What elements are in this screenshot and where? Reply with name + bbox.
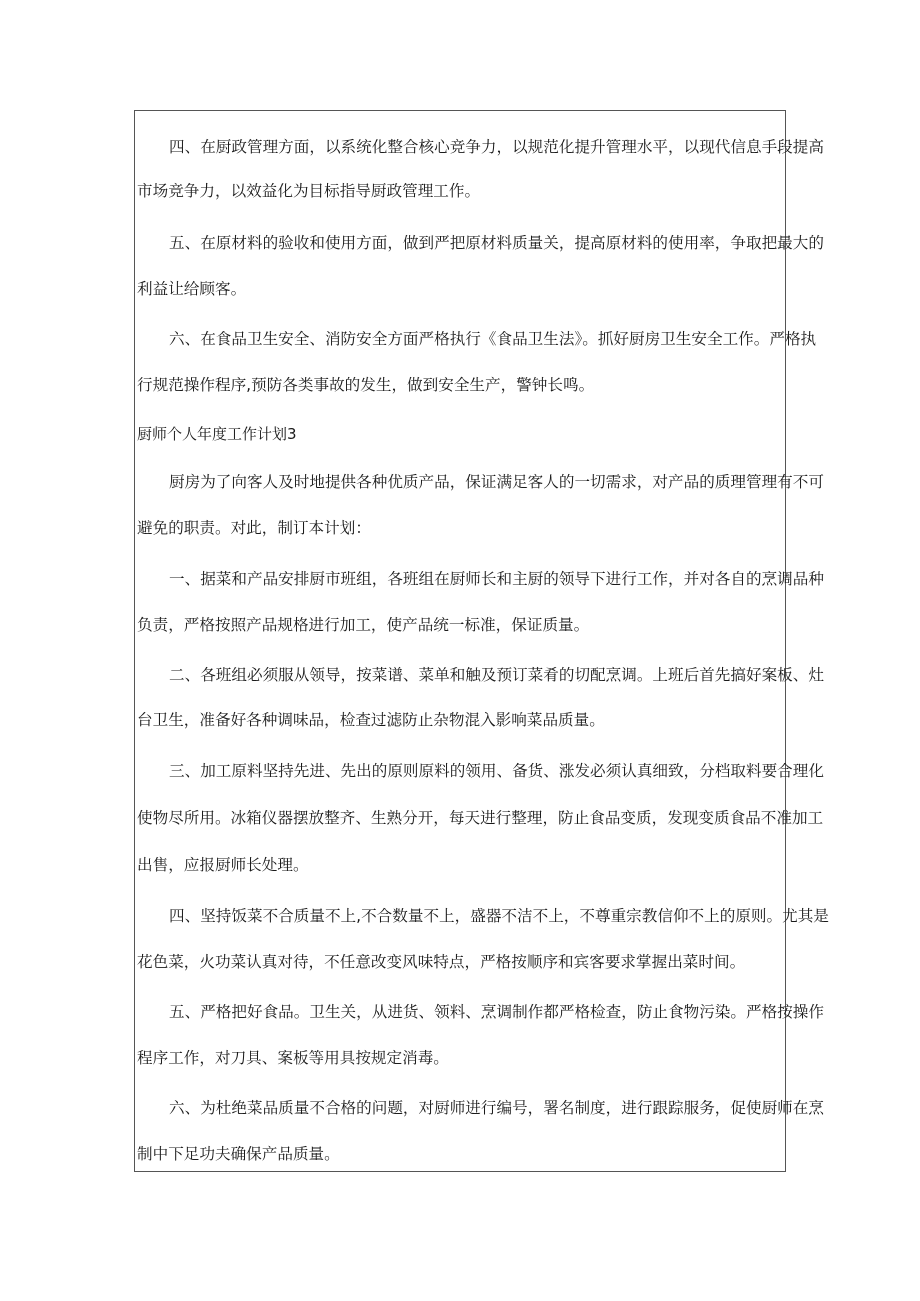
paragraph-line: 四、坚持饭菜不合质量不上,不合数量不上，盛器不洁不上，不尊重宗教信仰不上的原则。尤其是 [169,907,829,925]
paragraph-line: 市场竞争力，以效益化为目标指导厨政管理工作。 [137,182,481,200]
paragraph-line: 一、据菜和产品安排厨市班组，各班组在厨师长和主厨的领导下进行工作，并对各自的烹调品种 [169,570,824,588]
paragraph-line: 负责，严格按照产品规格进行加工，使产品统一标准，保证质量。 [137,616,590,634]
paragraph-line: 花色菜，火功菜认真对待，不任意改变风味特点，严格按顺序和宾客要求掌握出菜时间。 [137,953,746,971]
paragraph-line: 台卫生，准备好各种调味品，检查过滤防止杂物混入影响菜品质量。 [137,711,605,729]
paragraph-line: 五、在原材料的验收和使用方面，做到严把原材料质量关，提高原材料的使用率，争取把最大的 [169,234,824,252]
paragraph-line: 使物尽所用。冰箱仪器摆放整齐、生熟分开，每天进行整理，防止食品变质，发现变质食品不准加工 [137,809,824,827]
paragraph-line: 厨房为了向客人及时地提供各种优质产品，保证满足客人的一切需求，对产品的质理管理有不可 [169,473,824,491]
section-heading: 厨师个人年度工作计划3 [137,425,297,443]
paragraph-line: 利益让给顾客。 [137,280,247,298]
paragraph-line: 行规范操作程序,预防各类事故的发生，做到安全生产，警钟长鸣。 [137,376,595,394]
paragraph-line: 制中下足功夫确保产品质量。 [137,1145,340,1163]
paragraph-line: 四、在厨政管理方面，以系统化整合核心竞争力，以规范化提升管理水平，以现代信息手段提高 [169,138,824,156]
paragraph-line: 六、为杜绝菜品质量不合格的问题，对厨师进行编号，署名制度，进行跟踪服务，促使厨师在烹 [169,1099,824,1117]
paragraph-line: 出售，应报厨师长处理。 [137,856,309,874]
document-page-frame [134,110,829,1172]
paragraph-line: 二、各班组必须服从领导，按菜谱、菜单和触及预订菜肴的切配烹调。上班后首先搞好案板、灶 [169,666,824,684]
paragraph-line: 五、严格把好食品。卫生关，从进货、领料、烹调制作都严格检查，防止食物污染。严格按操作 [169,1003,824,1021]
paragraph-line: 程序工作，对刀具、案板等用具按规定消毒。 [137,1049,449,1067]
paragraph-line: 六、在食品卫生安全、消防安全方面严格执行《食品卫生法》。抓好厨房卫生安全工作。严格执 [169,330,817,348]
paragraph-line: 避免的职责。对此，制订本计划： [137,519,371,537]
paragraph-line: 三、加工原料坚持先进、先出的原则原料的领用、备货、涨发必须认真细致，分档取料要合理化 [169,762,824,780]
